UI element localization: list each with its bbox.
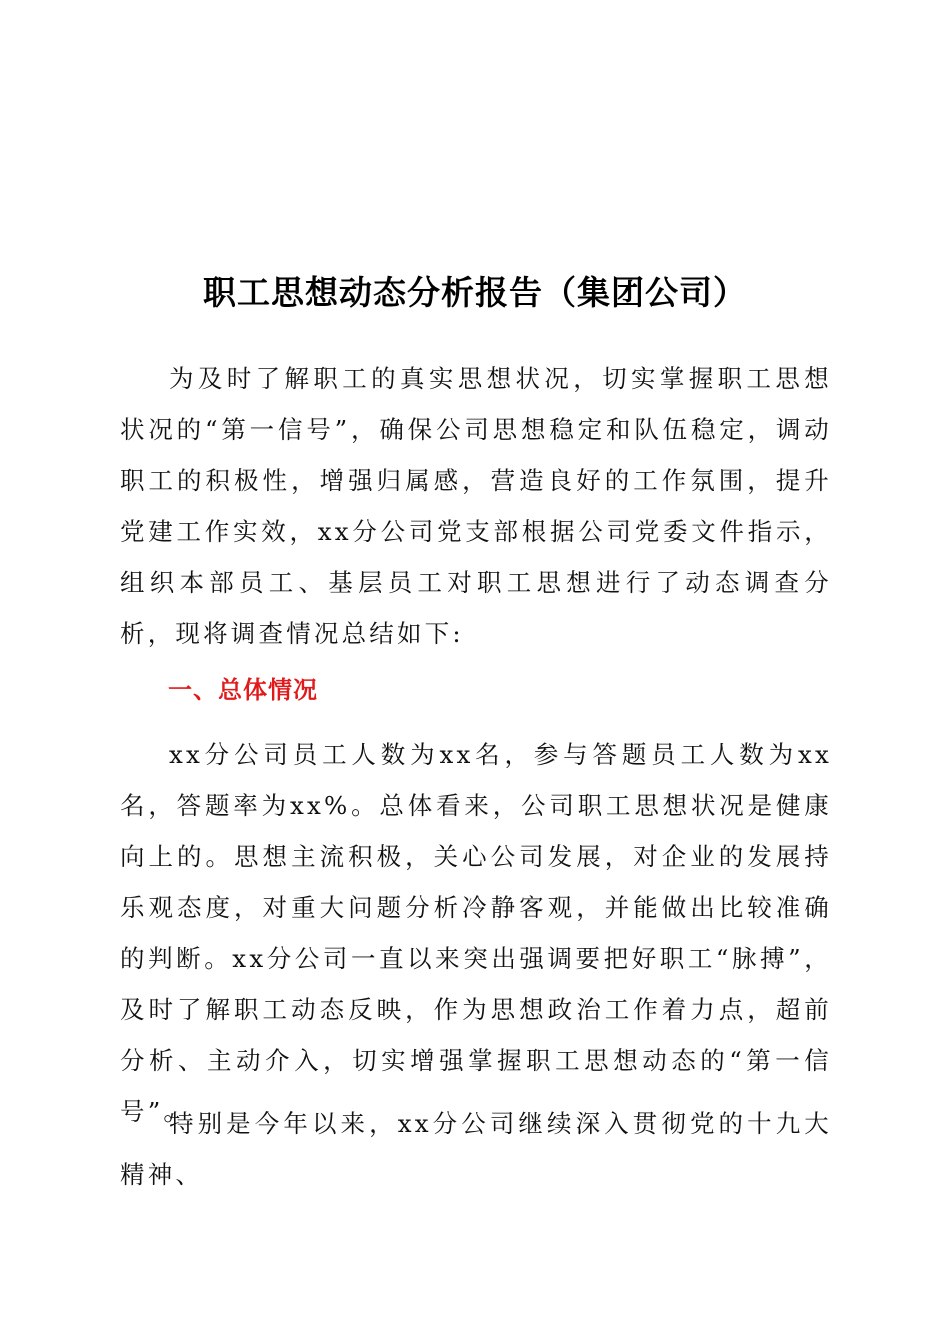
overview-paragraph: xx分公司员工人数为xx名，参与答题员工人数为xx名，答题率为xx%。总体看来，公司职工思想状况是健康向上的。思想主流积极，关心公司发展，对企业的发展持乐观态度，对重大问题分析冷静客观，并能做出比较准确的判断。xx分公司一直以来突出强调要把好职工“脉搏”，及时了解职工动态反映，作为思想政治工作着力点，超前分析、主动介入，切实增强掌握职工思想动态的“第一信号”。 — [120, 740, 832, 1126]
section-heading: 一、总体情况 — [168, 676, 318, 704]
intro-paragraph: 为及时了解职工的真实思想状况，切实掌握职工思想状况的“第一信号”，确保公司思想稳定和队伍稳定，调动职工的积极性，增强归属感，营造良好的工作氛围，提升党建工作实效，xx分公司党支部根据公司党委文件指示，组织本部员工、基层员工对职工思想进行了动态调查分析，现将调查情况总结如下: — [120, 364, 832, 648]
continued-paragraph: 特别是今年以来，xx分公司继续深入贯彻党的十九大精神、 — [120, 1109, 832, 1189]
document-title: 职工思想动态分析报告（集团公司） — [203, 273, 747, 312]
